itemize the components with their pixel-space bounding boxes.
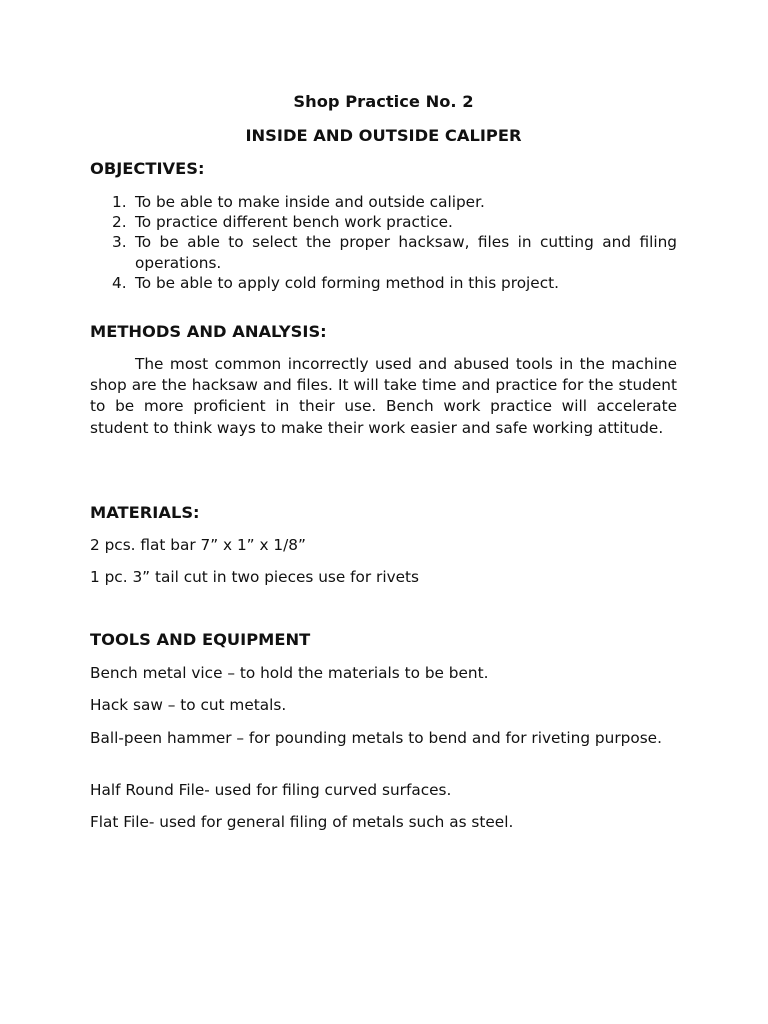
tools-heading: TOOLS AND EQUIPMENT bbox=[90, 630, 311, 649]
tools-item: Bench metal vice – to hold the materials to be bent. bbox=[90, 664, 489, 682]
list-number: 4. bbox=[112, 273, 127, 292]
materials-heading: MATERIALS: bbox=[90, 503, 200, 522]
list-number: 3. bbox=[112, 233, 127, 252]
list-item bbox=[90, 232, 677, 272]
list-item bbox=[90, 273, 677, 293]
list-item-text: To be able to apply cold forming method in this project. bbox=[135, 273, 559, 292]
methods-paragraph: The most common incorrectly used and abused tools in the machine shop are the hacksaw and files. It will take time and practice for the student to be more proficient in their use. Bench work practice will accelerate student to think ways to make their work easier and safe working attitude. bbox=[90, 355, 677, 437]
list-item bbox=[90, 212, 677, 232]
tools-item: Flat File- used for general filing of metals such as steel. bbox=[90, 813, 514, 831]
materials-item: 2 pcs. flat bar 7” x 1” x 1/8” bbox=[90, 536, 306, 554]
list-number: 2. bbox=[112, 213, 127, 232]
list-item bbox=[90, 192, 677, 212]
materials-item: 1 pc. 3” tail cut in two pieces use for rivets bbox=[90, 568, 420, 586]
tools-item: Half Round File- used for filing curved surfaces. bbox=[90, 781, 452, 799]
list-number: 1. bbox=[112, 193, 127, 211]
objectives-heading: OBJECTIVES: bbox=[90, 159, 205, 178]
list-item-text: To be able to select the proper hacksaw, files in cutting and filing operations. bbox=[135, 233, 677, 272]
objectives-list bbox=[90, 192, 677, 293]
methods-heading: METHODS AND ANALYSIS: bbox=[90, 322, 327, 341]
tools-item: Ball-peen hammer – for pounding metals to bend and for riveting purpose. bbox=[90, 729, 662, 747]
document-subtitle: INSIDE AND OUTSIDE CALIPER bbox=[245, 126, 522, 145]
tools-item: Hack saw – to cut metals. bbox=[90, 696, 287, 714]
list-item-text: To be able to make inside and outside caliper. bbox=[135, 193, 485, 211]
document-title: Shop Practice No. 2 bbox=[293, 92, 474, 111]
list-item-text: To practice different bench work practice. bbox=[135, 213, 453, 232]
